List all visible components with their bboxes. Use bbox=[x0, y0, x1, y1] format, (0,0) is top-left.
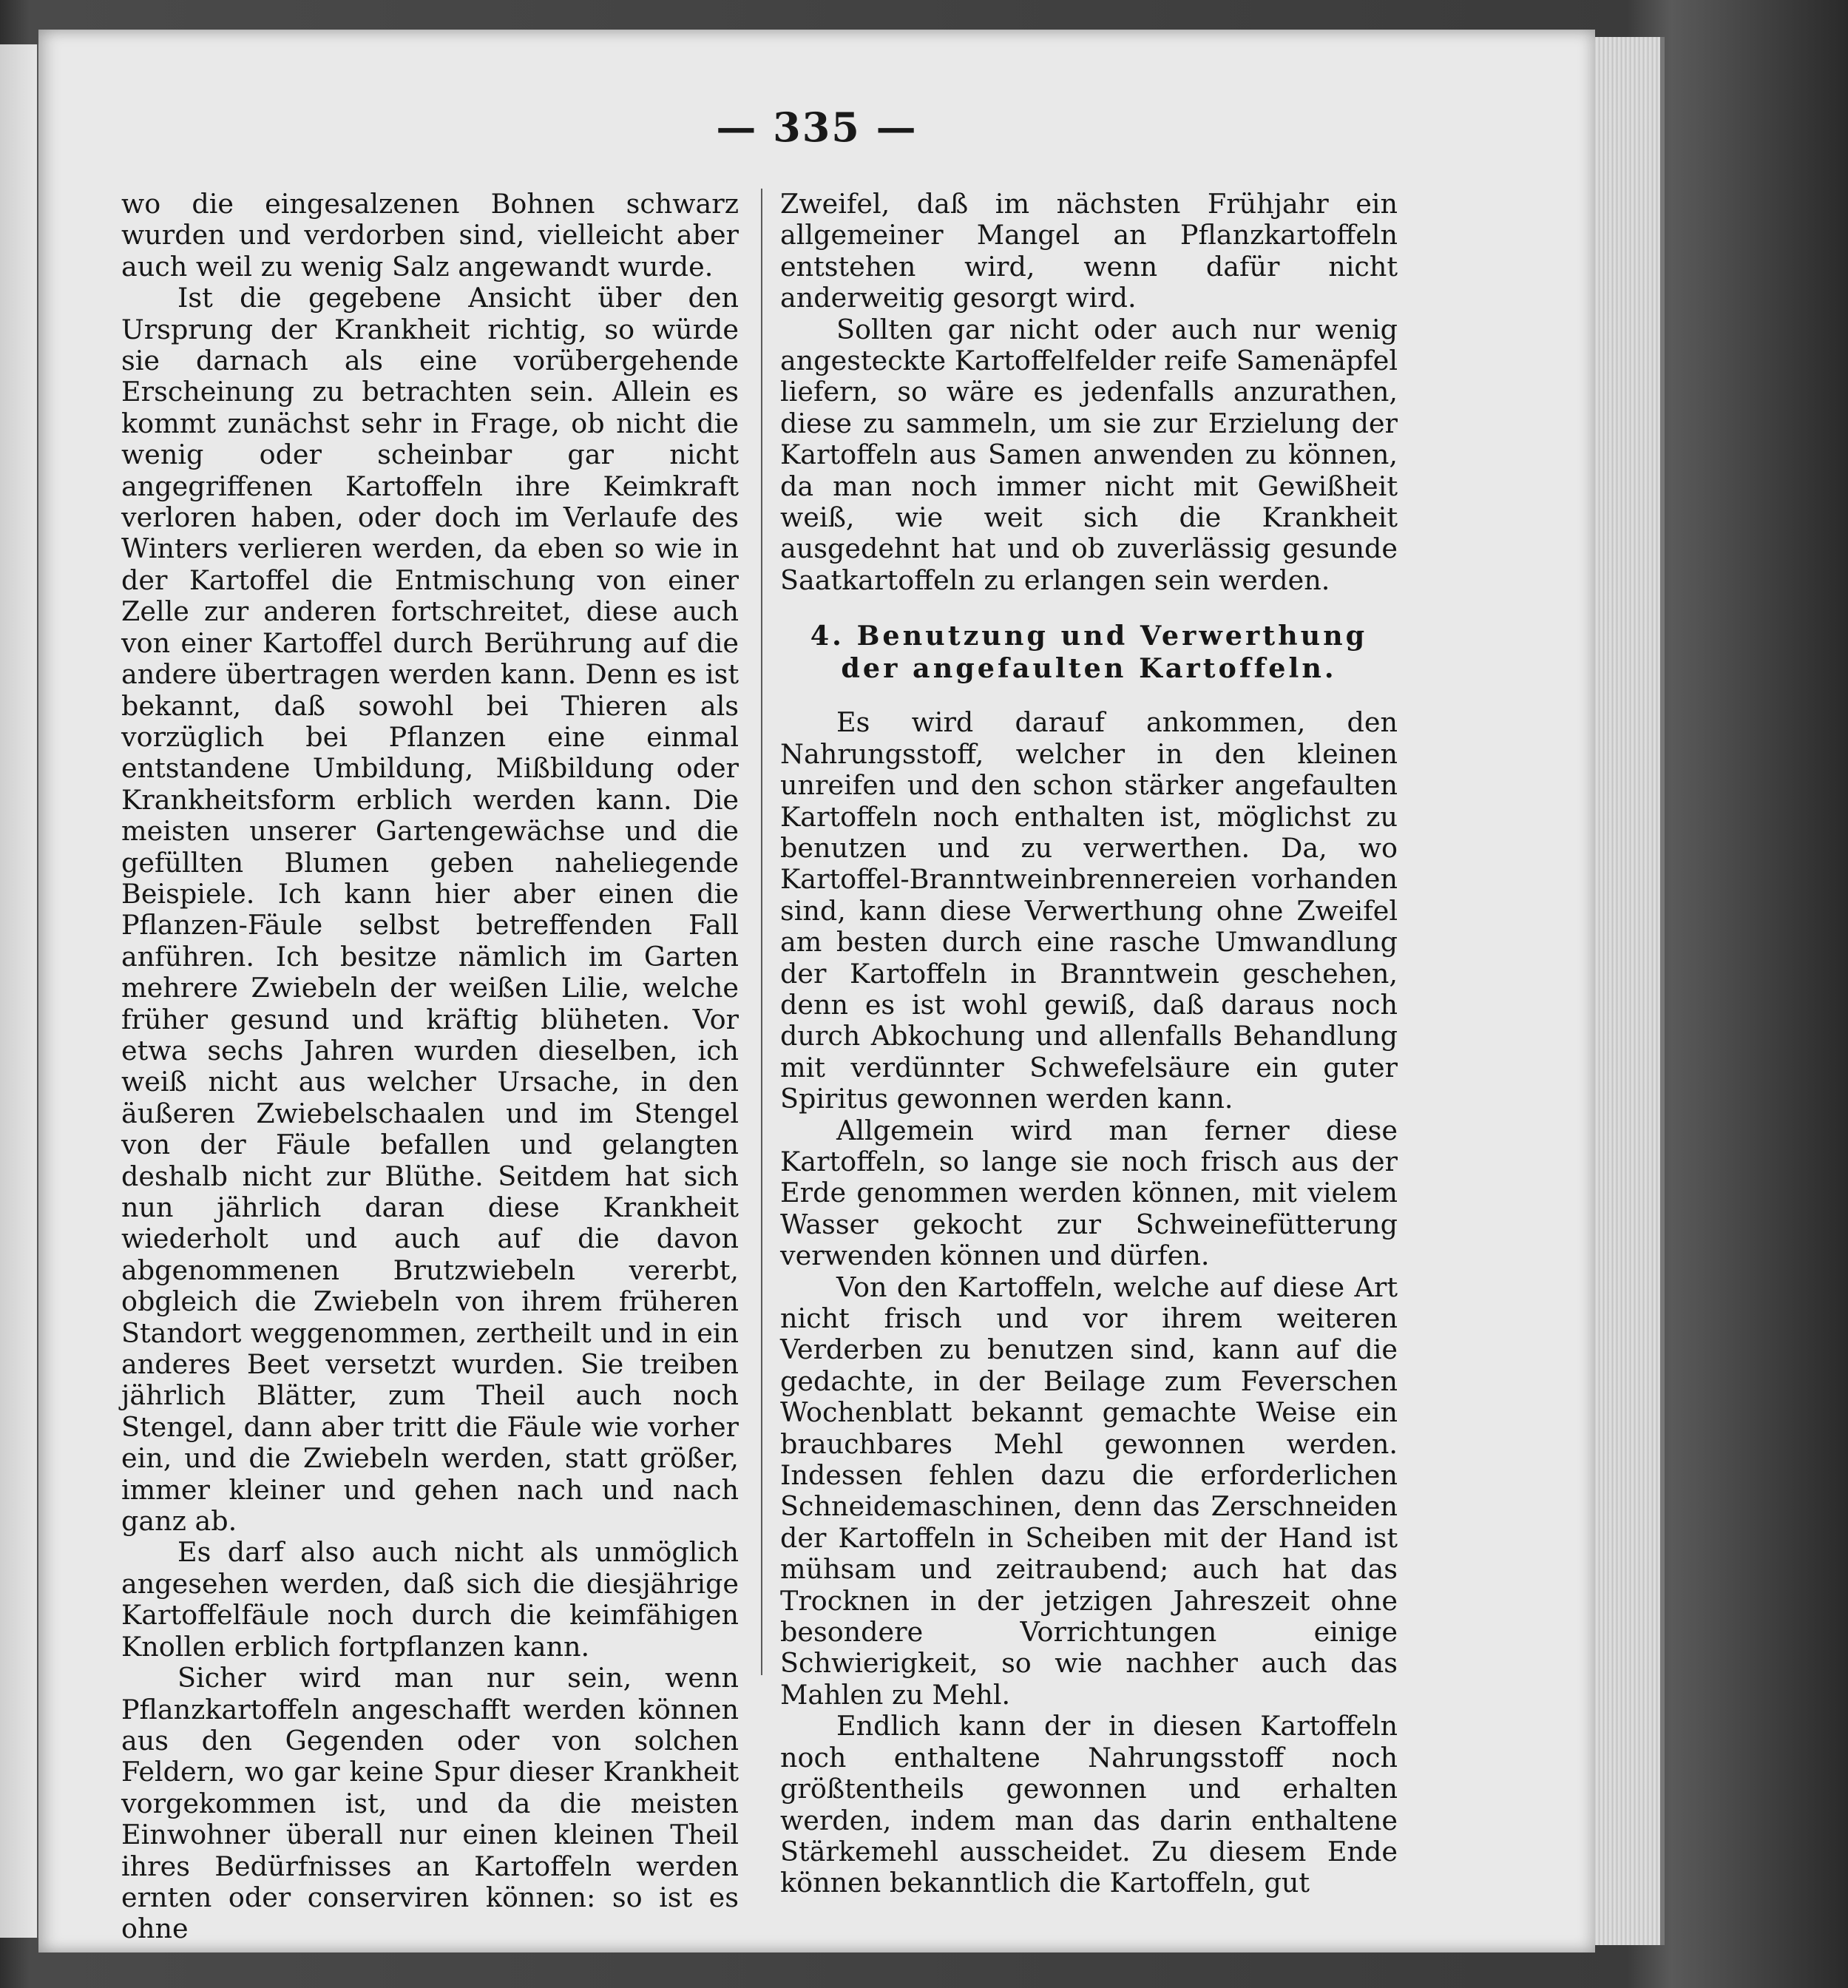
paragraph: Sollten gar nicht oder auch nur wenig angesteckte Kartoffelfelder reife Samenäpfel liefern, so wäre es jedenfalls anzurathen, diese zu sammeln, um sie zur Erzielung der Kartoffeln aus Samen anwenden zu können, da man noch immer nicht mit Gewißheit weiß, wie weit sich die Krankheit ausgedehnt hat und ob zuverlässig gesunde Saatkartoffeln zu erlangen sein werden. bbox=[780, 313, 1398, 596]
page-block-edge bbox=[1590, 37, 1665, 1945]
column-divider bbox=[761, 189, 762, 1675]
paragraph: Es wird darauf ankommen, den Nahrungsstoff, welcher in den kleinen unreifen und den schon stärker angefaulten Kartoffeln noch enthalten ist, möglichst zu benutzen und zu verwerthen. Da, wo Kartoffel-Branntweinbrennereien vorhanden sind, kann diese Verwerthung ohne Zweifel am besten durch eine rasche Umwandlung der Kartoffeln in Branntwein geschehen, denn es ist wohl gewiß, daß daraus noch durch Abkochung und allenfalls Behandlung mit verdünnter Schwefelsäure ein guter Spiritus gewonnen werden kann. bbox=[780, 706, 1398, 1115]
paragraph: Es darf also auch nicht als unmöglich angesehen werden, daß sich die diesjährige Kartoffelfäule noch durch die keimfähigen Knollen erblich fortpflanzen kann. bbox=[121, 1536, 739, 1663]
right-column bbox=[780, 189, 1398, 1899]
page-number: — 335 — bbox=[716, 104, 918, 151]
paragraph: Von den Kartoffeln, welche auf diese Art nicht frisch und vor ihrem weiteren Verderben zu benutzen sind, kann auf die gedachte, in der Beilage zum Feverschen Wochenblatt bekannt gemachte Weise ein brauchbares Mehl gewonnen werden. Indessen fehlen dazu die erforderlichen Schneidemaschinen, denn das Zerschneiden der Kartoffeln in Scheiben mit der Hand ist mühsam und zeitraubend; auch hat das Trocknen in der jetzigen Jahreszeit ohne besondere Vorrichtungen einige Schwierigkeit, so wie nachher auch das Mahlen zu Mehl. bbox=[780, 1271, 1398, 1711]
paragraph: Zweifel, daß im nächsten Frühjahr ein allgemeiner Mangel an Pflanzkartoffeln entstehen wird, wenn dafür nicht anderweitig gesorgt wird. bbox=[780, 188, 1398, 314]
paragraph: Sicher wird man nur sein, wenn Pflanzkartoffeln angeschafft werden können aus den Gegenden oder von solchen Feldern, wo gar keine Spur dieser Krankheit vorgekommen ist, und da die meisten Einwohner überall nur einen kleinen Theil ihres Bedürfnisses an Kartoffeln werden ernten oder conserviren können: so ist es ohne bbox=[121, 1662, 739, 1945]
paragraph: Endlich kann der in diesen Kartoffeln noch enthaltene Nahrungsstoff noch größtentheils gewonnen und erhalten werden, indem man das darin enthaltene Stärkemehl ausscheidet. Zu diesem Ende können bekanntlich die Kartoffeln, gut bbox=[780, 1710, 1398, 1899]
paragraph: Ist die gegebene Ansicht über den Ursprung der Krankheit richtig, so würde sie darnach als eine vorübergehende Erscheinung zu betrachten sein. Allein es kommt zunächst sehr in Frage, ob nicht die wenig oder scheinbar gar nicht angegriffenen Kartoffeln ihre Keimkraft verloren haben, oder doch im Verlaufe des Winters verlieren werden, da eben so wie in der Kartoffel die Entmischung von einer Zelle zur anderen fortschreitet, diese auch von einer Kartoffel durch Berührung auf die andere übertragen werden kann. Denn es ist bekannt, daß sowohl bei Thieren als vorzüglich bei Pflanzen eine einmal entstandene Umbildung, Mißbildung oder Krankheitsform erblich werden kann. Die meisten unserer Gartengewächse und die gefüllten Blumen geben naheliegende Beispiele. Ich kann hier aber einen die Pflanzen-Fäule selbst betreffenden Fall anführen. Ich besitze nämlich im Garten mehrere Zwiebeln der weißen Lilie, welche früher gesund und kräftig blüheten. Vor etwa sechs Jahren wurden dieselben, ich weiß nicht aus welcher Ursache, in den äußeren Zwiebelschaalen und im Stengel von der Fäule befallen und gelangten deshalb nicht zur Blüthe. Seitdem hat sich nun jährlich daran diese Krankheit wiederholt und auch auf die davon abgenommenen Brutzwiebeln vererbt, obgleich die Zwiebeln von ihrem früheren Standort weggenommen, zertheilt und in ein anderes Beet versetzt wurden. Sie treiben jährlich Blätter, zum Theil auch noch Stengel, dann aber tritt die Fäule wie vorher ein, und die Zwiebeln werden, statt größer, immer kleiner und gehen nach und nach ganz ab. bbox=[121, 282, 739, 1538]
book-page bbox=[38, 30, 1595, 1952]
previous-page-edge bbox=[0, 44, 38, 1938]
paragraph: wo die eingesalzenen Bohnen schwarz wurden und verdorben sind, vielleicht aber auch weil zu wenig Salz angewandt wurde. bbox=[121, 188, 739, 283]
left-column bbox=[121, 189, 739, 1945]
paragraph: Allgemein wird man ferner diese Kartoffeln, so lange sie noch frisch aus der Erde genommen werden können, mit vielem Wasser gekocht zur Schweinefütterung verwenden können und dürfen. bbox=[780, 1114, 1398, 1272]
section-heading: 4. Benutzung und Verwerthung der angefaulten Kartoffeln. bbox=[810, 620, 1368, 685]
